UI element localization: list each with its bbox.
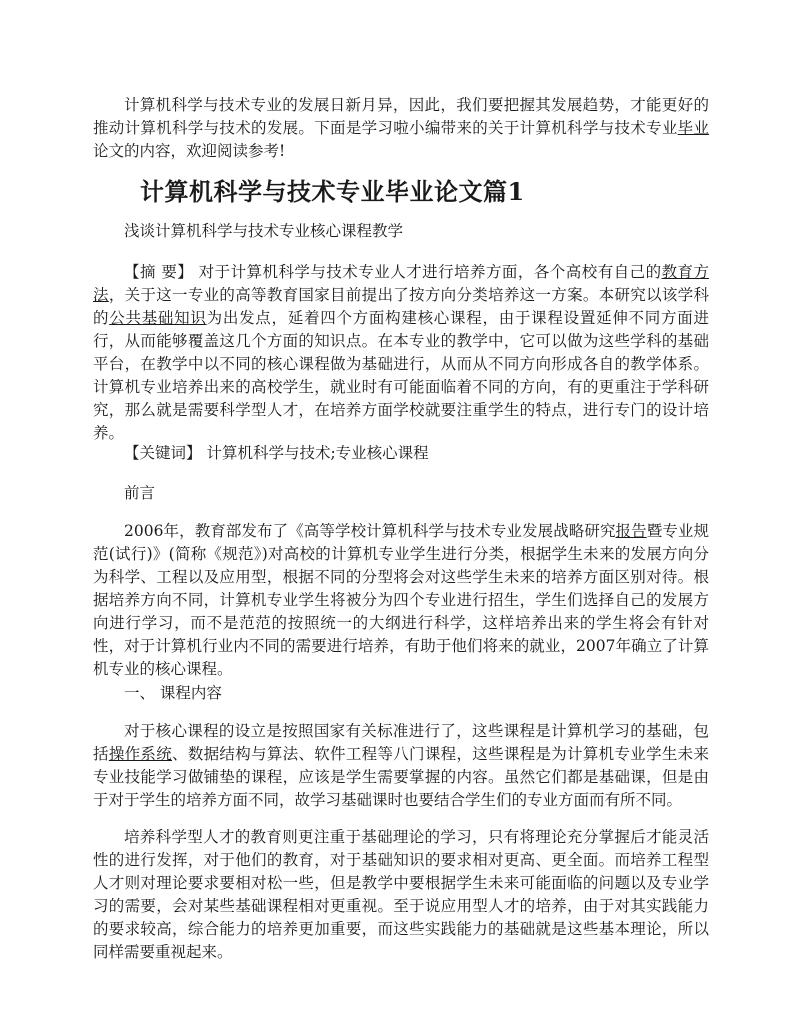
preface-text-2: 暨专业规范(试行)》(简称《规范》)对高校的计算机专业学生进行分类，根据学生未来的发展方向分为科学、工程以及应用型，根据不同的分型将会对这些学生未来的培养方面区别对待。根据培养方向不同，计算机专业学生将被分为四个专业进行招生，学生们选择自己的发展方向进行学习，而不是范范的按照统一的大纲进行科学，这样培养出来的学生将会有针对性，对于计算机行业内不同的需要进行培养，有助于他们将来的就业，2007年确立了计算机专业的核心课程。 [93, 522, 709, 678]
preface-heading: 前言 [124, 484, 156, 502]
intro-link[interactable]: 毕业 [677, 119, 709, 137]
abstract-link-teaching-method[interactable]: 教育方法 [93, 263, 709, 304]
keywords-label: 【关键词】 [124, 444, 202, 462]
intro-text-end: 论文的内容，欢迎阅读参考! [93, 142, 286, 160]
intro-paragraph [93, 94, 709, 163]
abstract-text-3: 为出发点，延着四个方面构建核心课程，由于课程设置延伸不同方面进行，从而能够覆盖这几个方面的知识点。在本专业的教学中，它可以做为这些学科的基础平台，在教学中以不同的核心课程做为基础进行，从而从不同方向形成各自的教学体系。计算机专业培养出来的高校学生，就业时有可能面临着不同的方向，有的更重注于学科研究，那么就是需要科学型人才，在培养方面学校就要注重学生的特点，进行专门的设计培养。 [93, 309, 709, 442]
preface-paragraph [93, 520, 709, 681]
keywords-line [124, 442, 429, 465]
section1-p1-text: 对于核心课程的设立是按照国家有关标准进行了，这些课程是计算机学习的基础，包括 [93, 722, 709, 763]
section1-link-os[interactable]: 操作系统 [108, 745, 173, 763]
keywords-text: 计算机科学与技术;专业核心课程 [201, 444, 429, 462]
section1-p1-text-2: 、数据结构与算法、软件工程等八门课程，这些课程是为计算机专业学生未来专业技能学习做铺垫的课程，应该是学生需要掌握的内容。虽然它们都是基础课，但是由于对于学生的培养方面不同，故学习基础课时也要结合学生们的专业方面而有所不同。 [93, 745, 709, 809]
abstract-text-2: ，关于这一专业的高等教育国家目前提出了按方向分类培养这一方案。本研究以该学科的 [93, 286, 709, 327]
section1-paragraph-2: 培养科学型人才的教育则更注重于基础理论的学习，只有将理论充分掌握后才能灵活性的进行发挥，对于他们的教育，对于基础知识的要求相对更高、更全面。而培养工程型人才则对理论要求要相对松一些，但是教学中要根据学生未来可能面临的问题以及专业学习的需要，会对某些基础课程相对更重视。至于说应用型人才的培养，由于对其实践能力的要求较高，综合能力的培养更加重要，而这些实践能力的基础就是这些基本理论，所以同样需要重视起来。 [93, 828, 709, 961]
section1-paragraph-1 [93, 720, 709, 812]
abstract-label: 【摘 要】 [124, 263, 194, 281]
abstract-text: 对于计算机科学与技术专业人才进行培养方面，各个高校有自己的 [193, 263, 662, 281]
preface-text: 2006年，教育部发布了《高等学校计算机科学与技术专业发展战略研究 [124, 522, 616, 540]
section1-heading: 一、 课程内容 [124, 684, 222, 702]
intro-text: 计算机科学与技术专业的发展日新月异，因此，我们要把握其发展趋势，才能更好的推动计算机科学与技术的发展。下面是学习啦小编带来的关于计算机科学与技术专业 [93, 96, 709, 137]
abstract-paragraph [93, 261, 709, 445]
page-title: 计算机科学与技术专业毕业论文篇1 [140, 177, 525, 206]
subtitle: 浅谈计算机科学与技术专业核心课程教学 [124, 222, 404, 240]
preface-link-report[interactable]: 报告 [615, 522, 647, 540]
abstract-link-basic-knowledge[interactable]: 公共基础知识 [109, 309, 207, 327]
